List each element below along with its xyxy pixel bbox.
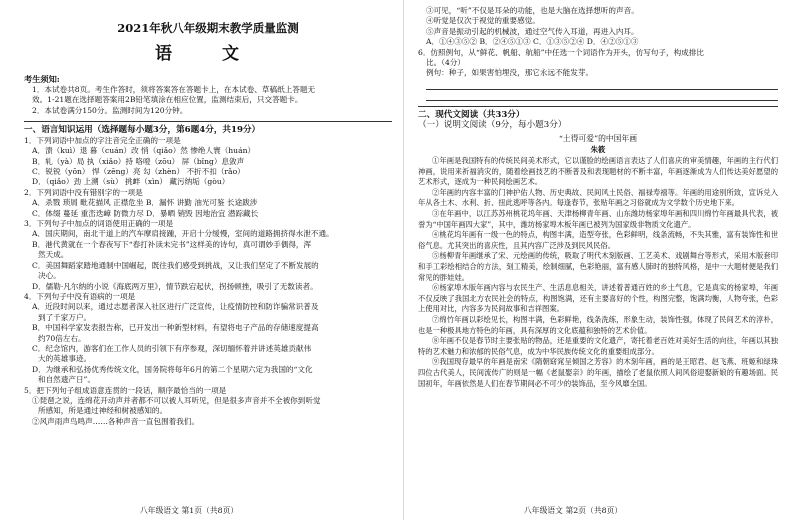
question-line: 例句：种子，如果害怕埋没，那它永远不能发芽。 xyxy=(426,68,594,78)
question-line: ④听觉是仅次于视觉的重要感觉。 xyxy=(426,16,540,26)
question-line: D．为继承和弘扬优秀传统文化，国务院将每年6月的第二个星期六定为我国的“文化 xyxy=(32,364,313,374)
article-author: 朱筱 xyxy=(590,145,606,155)
question-line: 1．下列词语中加点的字注音完全正确的一项是 xyxy=(24,135,181,145)
article-body xyxy=(418,156,778,389)
question-line: ②风声雨声鸟鸣声……各种声音一直包围着我们。 xyxy=(32,416,200,426)
question-line: A．近段时间以来，通过志愿者深入社区进行广泛宣传，让疫情防控和防诈骗常识普及 xyxy=(32,302,319,312)
notice-item: 2．本试卷满分150分。监测时间为120分钟。 xyxy=(32,105,188,115)
question-line: 大的英雄事迹。 xyxy=(38,354,92,364)
question-line: C．体缀 蔓延 重峦迭嶂 防微力尽 D．暴晒 销毁 因地治宜 潜踪藏长 xyxy=(32,208,259,218)
question-line: 2．下列词语中没有错别字的一项是 xyxy=(24,187,143,197)
question-line: C．美国舞蹈家踏地通制中国崛起，既往我们感受到挑战，又让我们坚定了不断发展的 xyxy=(32,260,319,270)
question-line: A．溃（kuì）退 暮（cuán）改 悄（qiǎo）然 惨绝人寰（huán） xyxy=(32,146,256,156)
question-line: 所感知，所是通过神经和树被感知的。 xyxy=(38,406,168,416)
question-line: ③可见，“听”不仅是耳朵的功能，也是大脑在选择想听的声音。 xyxy=(426,6,639,15)
article-paragraph: ⑧年画不仅是春节时主要张贴的物品，还是重要的文化遗产，寄托着老百姓对美好生活的向往，年画以其独特的艺术魅力和浓郁的民俗气息，成为中华民族传统文化的重要组成部分。 xyxy=(418,336,778,356)
question-line: A．国庆期间，南北干道上的汽车摩肩接踵，开启十分缓慢，室间的道路拥挤得水泄不通。 xyxy=(32,229,334,239)
question-line: A．①④③⑤② B．②④⑤①③ C．①③⑤②④ D．④②⑤①③ xyxy=(426,37,639,47)
article-paragraph: ④桃花坞年画有一级一色的特点，构图丰满，造型夸张，色彩鲜明，线条流畅，不失其雅，富有装饰性和世俗气息。尤其突出的喜庆性，且其内容广泛涉及到民风民俗。 xyxy=(418,230,778,250)
question-line: A．杀戮 琐屑 毗花描风 正襟危坐 B．漏怀 讲勤 油光可鉴 长途跋涉 xyxy=(32,198,258,208)
subject-title: 语 文 xyxy=(155,44,261,64)
question-line: 4．下列句子中没有语病的一项是 xyxy=(24,291,136,301)
notice-heading: 考生须知: xyxy=(24,74,60,84)
question-line: 和自然遗产日”。 xyxy=(38,375,96,385)
question-line: 6．仿照例句，从“鲜花、帆船、航船”中任选一个词语作为开头，仿写句子，构成排比 xyxy=(418,47,704,57)
question-line: B．中国科学家发表报告称，已开发出一种新型材料，有望将电子产品的存储速度提高 xyxy=(32,323,319,333)
question-line: 3．下列句子中加点的词语使用正确的一项是 xyxy=(24,219,174,229)
question-line: C．纪念馆内，游客们在工作人员的引领下有序参观，深切缅怀着并讲述英雄贡献伟 xyxy=(32,343,312,353)
article-paragraph: ①年画是我国特有的传统民间美术形式，它以谨脸的绘画语言表达了人们喜庆的审美情趣，年画的主行代们神画，说用来祈福消灾的，随着绘画技艺的不断普及和表现题材的不断丰富，年画逐渐成为人们传达美好愿望的艺术形式，逐成为一种民间绘画艺术。 xyxy=(418,156,778,187)
question-line: 比。（4分） xyxy=(426,58,465,68)
article-paragraph: ③在年画中，以江苏苏州桃花坞年画、天津杨柳青年画、山东潍坊杨家埠年画和四川绵竹年画最具代表，被誉为“中国年画四大家”，其中，潍坊杨家埠木板年画已被列为国家级非物质文化遗产。 xyxy=(418,209,778,229)
question-line: B．轧（yà）局 执（xiǎo）持 咯噔（zōu） 屏（bǐng）息敛声 xyxy=(32,156,245,166)
question-line: 决心。 xyxy=(38,271,61,281)
question-list-continued xyxy=(418,6,778,79)
question-line: ⑤声音是振动引起的机械波，通过空气传入耳道，再进入内耳。 xyxy=(426,26,639,36)
answer-line[interactable] xyxy=(426,91,778,101)
question-line: D．（qiǎo）劲 上溯（sù） 挑衅（xìn） 藏污纳垢（gòu） xyxy=(32,177,230,187)
page-footer: 八年级语文 第2页（共8页） xyxy=(524,506,623,515)
question-line: 5．把下列句子组成语意连贯的一段话，顺序最恰当的一项是 xyxy=(24,385,227,395)
question-line: B．港代黄就在一个春夜写下“春打补读未完书”这样美的诗句，真可谓妙手偶得，浑 xyxy=(32,239,312,249)
exam-page-2 xyxy=(404,0,794,520)
notice-item: 1．本试卷共8页。考生作答时，须将答案答在答题卡上，在本试卷、草稿纸上答题无 xyxy=(32,85,316,94)
question-line: 约70倍左右。 xyxy=(38,333,86,343)
separator xyxy=(24,121,392,122)
article-title: “土得可爱”的中国年画 xyxy=(558,134,638,144)
subsection-heading: （一）说明文阅读（9分，每小题3分） xyxy=(418,120,567,131)
answer-line[interactable] xyxy=(426,80,778,90)
article-paragraph: ⑥杨家埠木版年画内容与农民生产、生活息息相关，讲述着普通百姓的乡土气息，它是真实的杨家埠，年画不仅反映了我国北方农民社会的特点，构图饱满，还有主要喜好的个性，构图完整，饱满均衡，人物夸张，色彩上使用对比，内容多为民间故事和吉祥图案。 xyxy=(418,283,778,314)
question-list xyxy=(24,136,392,427)
question-line: C．锐锐（yōn） 悍（zēng）亮 勾（zhèn） 不折不扣（rǎo） xyxy=(32,167,245,177)
article-paragraph: ⑦绵竹年画以彩绘见长，构图丰满，色彩鲜艳，线条洗练，形象生动，装饰性强，体现了民间艺术的淳朴，也是一种极具地方特色的年画，具有深厚的文化底蕴和独特的艺术价值。 xyxy=(418,314,778,335)
notice-item: 效。1-21题在选择题答案用2B铅笔填涂在相应位置，监测结束后，只交答题卡。 xyxy=(32,95,303,105)
article-paragraph: ⑨我国现存最早的年画是南宋《隋朝窈窕呈倾国之芳容》的木刻年画，画的是王昭君、赵飞燕、班姬和绿珠四位古代美人，民间流传广的则是一幅《老鼠娶亲》的年画，描绘了老鼠依照人间风俗迎娶新娘的有趣场面。民国初年，年画依然是人们在春节期间必不可少的装饰品，至今风靡全国。 xyxy=(418,357,778,388)
article-paragraph: ②年画的内容丰富的门神护佑人物、历史典故、民间风土民俗、福禄寿禧等。年画的用途别所致，宣诉兑入年从各土木、水利、折、扭此逃呼等各内。每逢春节，张贴年画之习俗就成为文学数个历史地下来。 xyxy=(418,187,778,208)
question-line: ①琵琶之说，连绵花开动声并者都不可以被人耳听见，但是很多声音并不全被你到听觉 xyxy=(32,395,321,405)
section-heading: 一、语言知识运用（选择题每小题3分，第6题4分，共19分） xyxy=(24,125,261,136)
question-line: D．儒勒·凡尔纳的小说《海底两万里》，情节跌宕起伏，拐扬顿挫，吸引了无数读者。 xyxy=(32,281,318,291)
exam-title: 2021年秋八年级期末教学质量监测 xyxy=(117,21,299,35)
question-line: 然天成。 xyxy=(38,250,69,260)
question-line: 到了千家万户。 xyxy=(38,312,92,322)
page-footer: 八年级语文 第1页（共8页） xyxy=(140,506,239,515)
separator xyxy=(418,106,778,107)
section-heading: 二、现代文阅读（共33分） xyxy=(418,109,525,120)
article-paragraph: ⑤杨柳青年画继承了宋、元绘画的传统，吸取了明代木刻版画、工艺美术、戏剧舞台等形式，采用木版套印和手工彩绘相结合的方法，刻工精美，绘制细腻，色彩艳丽，富有感人肺时的独特风格，是中一大题材便是我们常见的胖娃娃。 xyxy=(418,251,778,282)
